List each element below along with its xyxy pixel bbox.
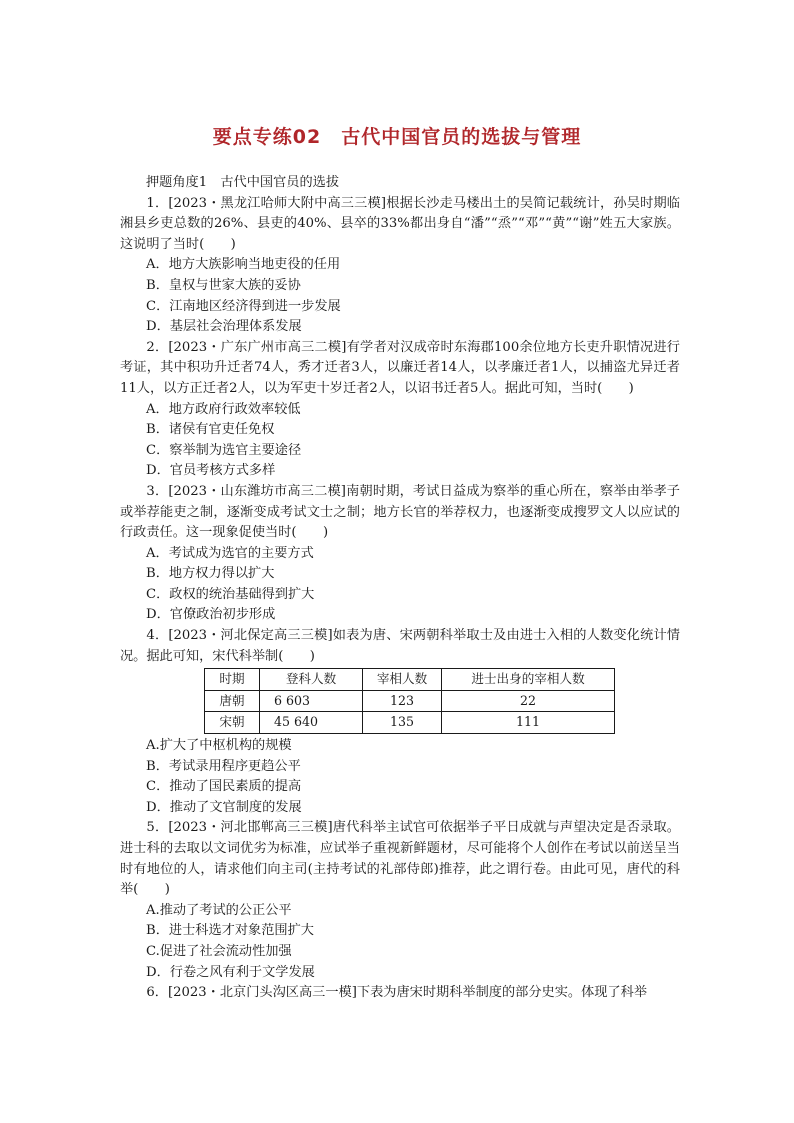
question-4 xyxy=(120,626,680,818)
option-c: C．政权的统治基础得到扩大 xyxy=(146,586,315,602)
table-cell: 唐朝 xyxy=(205,690,260,712)
option-b: B．进士科选才对象范围扩大 xyxy=(146,923,314,939)
table-header: 时期 xyxy=(205,669,260,691)
table-cell: 111 xyxy=(442,712,615,734)
option-b: B．考试录用程序更趋公平 xyxy=(146,758,301,774)
option-a: A．地方政府行政效率较低 xyxy=(146,401,301,417)
option-d: D．行卷之风有利于文学发展 xyxy=(146,964,315,980)
option-b: B．皇权与世家大族的妥协 xyxy=(146,277,301,293)
option-d: D．推动了文官制度的发展 xyxy=(146,799,302,815)
option-b: B．地方权力得以扩大 xyxy=(146,566,275,582)
option-d: D．官员考核方式多样 xyxy=(146,463,276,479)
option-c: C．推动了国民素质的提高 xyxy=(146,779,302,795)
table-cell: 135 xyxy=(363,712,442,734)
table-cell: 45 640 xyxy=(260,712,363,734)
table-header: 进士出身的宰相人数 xyxy=(442,669,615,691)
option-c: C.促进了社会流动性加强 xyxy=(146,943,292,959)
table-cell: 6 603 xyxy=(260,690,363,712)
option-a: A.扩大了中枢机构的规模 xyxy=(146,738,292,754)
option-a: A.推动了考试的公正公平 xyxy=(146,902,292,918)
option-d: D．官僚政治初步形成 xyxy=(146,607,276,623)
section-heading: 押题角度1 古代中国官员的选拔 xyxy=(146,175,340,190)
question-6 xyxy=(120,983,680,1004)
page-title: 要点专练02 古代中国官员的选拔与管理 xyxy=(212,126,582,148)
question-stem: 1．[2023・黑龙江哈师大附中高三三模]根据长沙走马楼出土的吴简记载统计，孙吴时期临湘县乡吏总数的26%、县吏的40%、县卒的33%都出身自“潘”“烝”“邓”“黄”“谢”姓五大家族。这说明了当时( ) xyxy=(120,195,680,252)
table-cell: 宋朝 xyxy=(205,712,260,734)
question-1 xyxy=(120,194,680,338)
table-row xyxy=(205,712,615,734)
question-5 xyxy=(120,818,680,983)
question-3 xyxy=(120,482,680,626)
option-b: B．诸侯有官吏任免权 xyxy=(146,422,275,438)
question-stem: 4．[2023・河北保定高三三模]如表为唐、宋两朝科举取士及由进士入相的人数变化统计情况。据此可知，宋代科举制( ) xyxy=(120,628,680,664)
content xyxy=(120,173,680,1004)
table-header: 宰相人数 xyxy=(363,669,442,691)
option-c: C．察举制为选官主要途径 xyxy=(146,442,302,458)
table-header: 登科人数 xyxy=(260,669,363,691)
table-cell: 22 xyxy=(442,690,615,712)
question-2 xyxy=(120,338,680,482)
option-c: C．江南地区经济得到进一步发展 xyxy=(146,298,341,314)
option-a: A．考试成为选官的主要方式 xyxy=(146,545,314,561)
data-table xyxy=(204,668,615,734)
table-cell: 123 xyxy=(363,690,442,712)
question-stem: 2．[2023・广东广州市高三二模]有学者对汉成帝时东海郡100余位地方长吏升职情况进行考证，其中积功升迁者74人，秀才迁者3人，以廉迁者14人，以孝廉迁者1人，以捕盗尤异迁者11人，以方正迁者2人，以为军吏十岁迁者2人，以诏书迁者5人。据此可知，当时( ) xyxy=(120,339,680,396)
question-stem: 6．[2023・北京门头沟区高三一模]下表为唐宋时期科举制度的部分史实。体现了科举 xyxy=(146,985,648,1001)
table-row xyxy=(205,690,615,712)
option-a: A．地方大族影响当地吏役的任用 xyxy=(146,257,341,273)
table-header-row xyxy=(205,669,615,691)
question-stem: 5．[2023・河北邯郸高三三模]唐代科举主试官可依据举子平日成就与声望决定是否录取。进士科的去取以文词优劣为标准，应试举子重视新鲜题材，尽可能将个人创作在考试以前送呈当时有地位的人，请求他们向主司(主持考试的礼部侍郎)推荐，此之谓行卷。由此可见，唐代的科举( ) xyxy=(120,820,680,898)
question-stem: 3．[2023・山东潍坊市高三二模]南朝时期，考试日益成为察举的重心所在，察举由举孝子或举荐能吏之制，逐渐变成考试文士之制；地方长官的举荐权力，也逐渐变成搜罗文人以应试的行政责任。这一现象促使当时( ) xyxy=(120,483,680,541)
option-d: D．基层社会治理体系发展 xyxy=(146,319,302,335)
